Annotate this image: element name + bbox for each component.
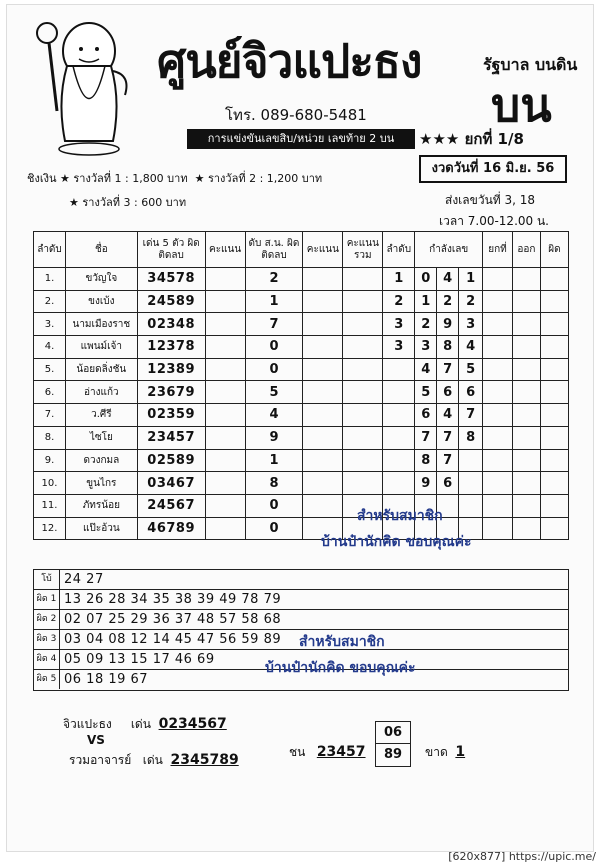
cell-no: 7. [34, 404, 66, 427]
empty-cell [483, 268, 513, 291]
empty-cell [540, 404, 568, 427]
empty-cell [512, 494, 540, 517]
empty-cell [343, 358, 383, 381]
col-header: คะแนน [303, 232, 343, 268]
cell-no: 6. [34, 381, 66, 404]
empty-cell [512, 449, 540, 472]
empty-cell [343, 313, 383, 336]
cell-name: แพนม์เจ้า [65, 336, 137, 359]
cell-b: 9 [437, 313, 459, 336]
result-row [34, 570, 568, 590]
pair-top: 06 [376, 722, 410, 744]
empty-cell [512, 517, 540, 540]
result-values: 13 26 28 34 35 38 39 49 78 79 [64, 592, 282, 607]
cell-d: 5 [459, 358, 483, 381]
result-label: ผิด 4 [34, 650, 60, 669]
empty-cell [512, 426, 540, 449]
empty-cell [205, 472, 245, 495]
table-row [34, 358, 569, 381]
col-header: คะแนน รวม [343, 232, 383, 268]
cell-name: ดวงกมล [65, 449, 137, 472]
empty-cell [205, 381, 245, 404]
empty-cell [343, 404, 383, 427]
empty-cell [303, 494, 343, 517]
cell-rank [383, 404, 415, 427]
cell-rank [383, 381, 415, 404]
cell-d [459, 472, 483, 495]
star-icon: ★ [194, 172, 205, 185]
empty-cell [303, 426, 343, 449]
cell-five: 02359 [137, 404, 205, 427]
result-row [34, 610, 568, 630]
result-values: 05 09 13 15 17 46 69 [64, 652, 215, 667]
cell-rank [383, 358, 415, 381]
empty-cell [483, 336, 513, 359]
empty-cell [512, 472, 540, 495]
jiw-label: จิวแปะธง [63, 717, 112, 731]
watermark: [620x877] https://upic.me/ [448, 850, 596, 863]
cell-c: 4 [437, 404, 459, 427]
cell-five: 46789 [137, 517, 205, 540]
empty-cell [303, 268, 343, 291]
empty-cell [512, 404, 540, 427]
cell-no: 1. [34, 268, 66, 291]
empty-cell [303, 404, 343, 427]
khad-label: ขาด [425, 745, 448, 759]
cell-no: 2. [34, 290, 66, 313]
result-values: 24 27 [64, 572, 104, 587]
cell-rank [383, 426, 415, 449]
prize-line-2 [69, 193, 186, 211]
score-table [33, 231, 569, 540]
cell-rank: 2 [383, 290, 415, 313]
cell-rank [383, 472, 415, 495]
round-label: ยกที่ 1/8 [464, 130, 524, 148]
empty-cell [512, 290, 540, 313]
cell-five: 02589 [137, 449, 205, 472]
table-row [34, 336, 569, 359]
cell-five: 02348 [137, 313, 205, 336]
cell-b: 5 [415, 381, 437, 404]
empty-cell [303, 381, 343, 404]
cell-c: 2 [459, 290, 483, 313]
empty-cell [483, 358, 513, 381]
cell-b: 4 [415, 358, 437, 381]
table-row [34, 313, 569, 336]
old-man-mascot-icon [27, 11, 137, 161]
cell-d [459, 449, 483, 472]
cell-c: 6 [437, 381, 459, 404]
empty-cell [343, 336, 383, 359]
cell-dab: 0 [245, 517, 303, 540]
cell-a: 1 [415, 290, 437, 313]
cell-no: 5. [34, 358, 66, 381]
cell-no: 8. [34, 426, 66, 449]
cell-no: 12. [34, 517, 66, 540]
table-row [34, 426, 569, 449]
empty-cell [540, 268, 568, 291]
competition-banner: การแข่งขันเลขสิบ/หน่วย เลขท้าย 2 บน [187, 129, 415, 149]
table-row [34, 517, 569, 540]
empty-cell [303, 449, 343, 472]
footer-jiw [63, 715, 227, 734]
cell-dab: 5 [245, 381, 303, 404]
cell-b: 7 [415, 426, 437, 449]
chon-number: 23457 [316, 744, 366, 760]
empty-cell [483, 449, 513, 472]
result-label: ผิด 5 [34, 670, 60, 689]
cell-d: 8 [459, 426, 483, 449]
cell-dab: 4 [245, 404, 303, 427]
cell-rank [383, 449, 415, 472]
cell-five: 24589 [137, 290, 205, 313]
cell-five: 12378 [137, 336, 205, 359]
empty-cell [540, 472, 568, 495]
cell-dab: 1 [245, 449, 303, 472]
cell-no: 11. [34, 494, 66, 517]
empty-cell [512, 358, 540, 381]
col-header: ผิด [540, 232, 568, 268]
empty-cell [205, 268, 245, 291]
cell-c: 4 [459, 336, 483, 359]
empty-cell [303, 472, 343, 495]
cell-b: 4 [437, 268, 459, 291]
table-row [34, 290, 569, 313]
empty-cell [483, 313, 513, 336]
cell-b: 6 [415, 404, 437, 427]
star-icon: ★★★ [419, 130, 460, 148]
table-row [34, 268, 569, 291]
cell-d: 7 [459, 404, 483, 427]
draw-date: งวดวันที่ 16 มิ.ย. 56 [419, 155, 567, 183]
cell-name: ว.ศีรี [65, 404, 137, 427]
empty-cell [540, 426, 568, 449]
cell-d [459, 494, 483, 517]
cell-five: 34578 [137, 268, 205, 291]
cell-d: 6 [459, 381, 483, 404]
empty-cell [540, 313, 568, 336]
prize-1: รางวัลที่ 1 : 1,800 บาท [73, 172, 188, 185]
bon-label: บน [491, 78, 552, 132]
cell-name: ภัทรน้อย [65, 494, 137, 517]
empty-cell [483, 494, 513, 517]
star-icon: ★ [60, 172, 70, 185]
empty-cell [343, 449, 383, 472]
vs-label: VS [87, 733, 105, 747]
empty-cell [303, 290, 343, 313]
col-header: กำลังเลข [415, 232, 483, 268]
empty-cell [343, 268, 383, 291]
cell-c: 6 [437, 472, 459, 495]
thanks-note: บ้านป๋านักคิด ขอบคุณค่ะ [321, 534, 472, 550]
table-row [34, 494, 569, 517]
result-values: 06 18 19 67 [64, 672, 149, 687]
cell-a: 0 [415, 268, 437, 291]
send-date: ส่งเลขวันที่ 3, 18 [445, 193, 536, 207]
prize-label: ชิงเงิน [27, 172, 57, 185]
pair-bottom: 89 [383, 747, 403, 762]
footer-ruam [69, 751, 239, 770]
empty-cell [205, 494, 245, 517]
footer-chon [289, 743, 366, 762]
cell-c: 3 [459, 313, 483, 336]
den-label: เด่น [130, 717, 151, 731]
thanks-note-2: บ้านป๋านักคิด ขอบคุณค่ะ [265, 660, 416, 676]
empty-cell [205, 517, 245, 540]
empty-cell [343, 290, 383, 313]
empty-cell [540, 494, 568, 517]
table-row [34, 381, 569, 404]
empty-cell [205, 404, 245, 427]
ruam-label: รวมอาจารย์ [69, 753, 132, 767]
empty-cell [303, 336, 343, 359]
empty-cell [205, 336, 245, 359]
empty-cell [540, 517, 568, 540]
den-label: เด่น [142, 753, 163, 767]
cell-a: 3 [415, 336, 437, 359]
empty-cell [512, 336, 540, 359]
cell-b: 9 [415, 472, 437, 495]
cell-rank: 3 [383, 336, 415, 359]
ruam-number: 2345789 [170, 752, 239, 768]
cell-five: 03467 [137, 472, 205, 495]
send-time: เวลา 7.00-12.00 น. [439, 214, 549, 228]
empty-cell [540, 336, 568, 359]
cell-name: อ่างแก้ว [65, 381, 137, 404]
empty-cell [483, 381, 513, 404]
member-note-2: สำหรับสมาชิก [299, 634, 385, 650]
result-values: 03 04 08 12 14 45 47 56 59 89 [64, 632, 282, 647]
empty-cell [343, 426, 383, 449]
cell-dab: 0 [245, 336, 303, 359]
cell-no: 3. [34, 313, 66, 336]
footer-khad [425, 743, 465, 762]
empty-cell [540, 358, 568, 381]
empty-cell [483, 472, 513, 495]
cell-b: 8 [415, 449, 437, 472]
gov-label: รัฐบาล บนดิน [483, 55, 578, 74]
table-row [34, 449, 569, 472]
cell-dab: 8 [245, 472, 303, 495]
result-row [34, 590, 568, 610]
cell-dab: 2 [245, 268, 303, 291]
cell-name: ไซโย [65, 426, 137, 449]
empty-cell [303, 313, 343, 336]
table-row [34, 404, 569, 427]
col-header: เด่น 5 ตัว ผิดติดลบ [137, 232, 205, 268]
cell-dab: 9 [245, 426, 303, 449]
cell-c: 7 [437, 449, 459, 472]
lottery-sheet [6, 4, 594, 852]
empty-cell [540, 381, 568, 404]
cell-c: 1 [459, 268, 483, 291]
col-header: ลำดับ [383, 232, 415, 268]
empty-cell [205, 358, 245, 381]
col-header: ออก [512, 232, 540, 268]
col-header: ดับ ส.น. ผิดติดลบ [245, 232, 303, 268]
empty-cell [512, 381, 540, 404]
cell-b: 8 [437, 336, 459, 359]
cell-five: 12389 [137, 358, 205, 381]
cell-name: ขูนไกร [65, 472, 137, 495]
cell-no: 9. [34, 449, 66, 472]
member-note: สำหรับสมาชิก [357, 508, 443, 524]
cell-name: ขงเบ้ง [65, 290, 137, 313]
cell-name: ขวัญใจ [65, 268, 137, 291]
cell-dab: 0 [245, 494, 303, 517]
cell-rank: 3 [383, 313, 415, 336]
empty-cell [303, 358, 343, 381]
cell-rank: 1 [383, 268, 415, 291]
col-header: ชื่อ [65, 232, 137, 268]
col-header: ลำดับ [34, 232, 66, 268]
cell-five: 23679 [137, 381, 205, 404]
cell-name: นามเมืองราช [65, 313, 137, 336]
star-icon: ★ [69, 196, 79, 209]
empty-cell [483, 290, 513, 313]
empty-cell [483, 517, 513, 540]
cell-name: น้อยดลิ่งชัน [65, 358, 137, 381]
prize-3: รางวัลที่ 3 : 600 บาท [82, 196, 187, 209]
cell-dab: 7 [245, 313, 303, 336]
empty-cell [483, 426, 513, 449]
cell-c: 7 [437, 426, 459, 449]
round-indicator [419, 127, 524, 151]
cell-five: 23457 [137, 426, 205, 449]
cell-no: 4. [34, 336, 66, 359]
chon-label: ชน [289, 745, 306, 759]
phone-number: โทร. 089-680-5481 [225, 106, 367, 124]
cell-no: 10. [34, 472, 66, 495]
empty-cell [540, 290, 568, 313]
empty-cell [205, 449, 245, 472]
cell-name: แป๊ะอ้วน [65, 517, 137, 540]
result-label: ผิด 1 [34, 590, 60, 609]
page-title: ศูนย์จิวแปะธง [157, 34, 422, 88]
cell-b: 2 [437, 290, 459, 313]
empty-cell [483, 404, 513, 427]
result-label: ผิด 2 [34, 610, 60, 629]
empty-cell [205, 426, 245, 449]
empty-cell [343, 472, 383, 495]
table-header-row [34, 232, 569, 268]
col-header: ยกที่ [483, 232, 513, 268]
empty-cell [343, 381, 383, 404]
cell-dab: 1 [245, 290, 303, 313]
empty-cell [540, 449, 568, 472]
cell-a: 2 [415, 313, 437, 336]
cell-five: 24567 [137, 494, 205, 517]
khad-number: 1 [455, 744, 466, 760]
cell-dab: 0 [245, 358, 303, 381]
empty-cell [512, 268, 540, 291]
empty-cell [205, 290, 245, 313]
result-label: โบ้ [34, 570, 60, 589]
result-values: 02 07 25 29 36 37 48 57 58 68 [64, 612, 282, 627]
col-header: คะแนน [205, 232, 245, 268]
result-label: ผิด 3 [34, 630, 60, 649]
empty-cell [512, 313, 540, 336]
cell-c: 7 [437, 358, 459, 381]
prize-2: รางวัลที่ 2 : 1,200 บาท [207, 172, 323, 185]
table-row [34, 472, 569, 495]
jiw-number: 0234567 [158, 716, 227, 732]
prize-line-1 [27, 169, 322, 187]
empty-cell [205, 313, 245, 336]
pair-box [375, 721, 411, 767]
